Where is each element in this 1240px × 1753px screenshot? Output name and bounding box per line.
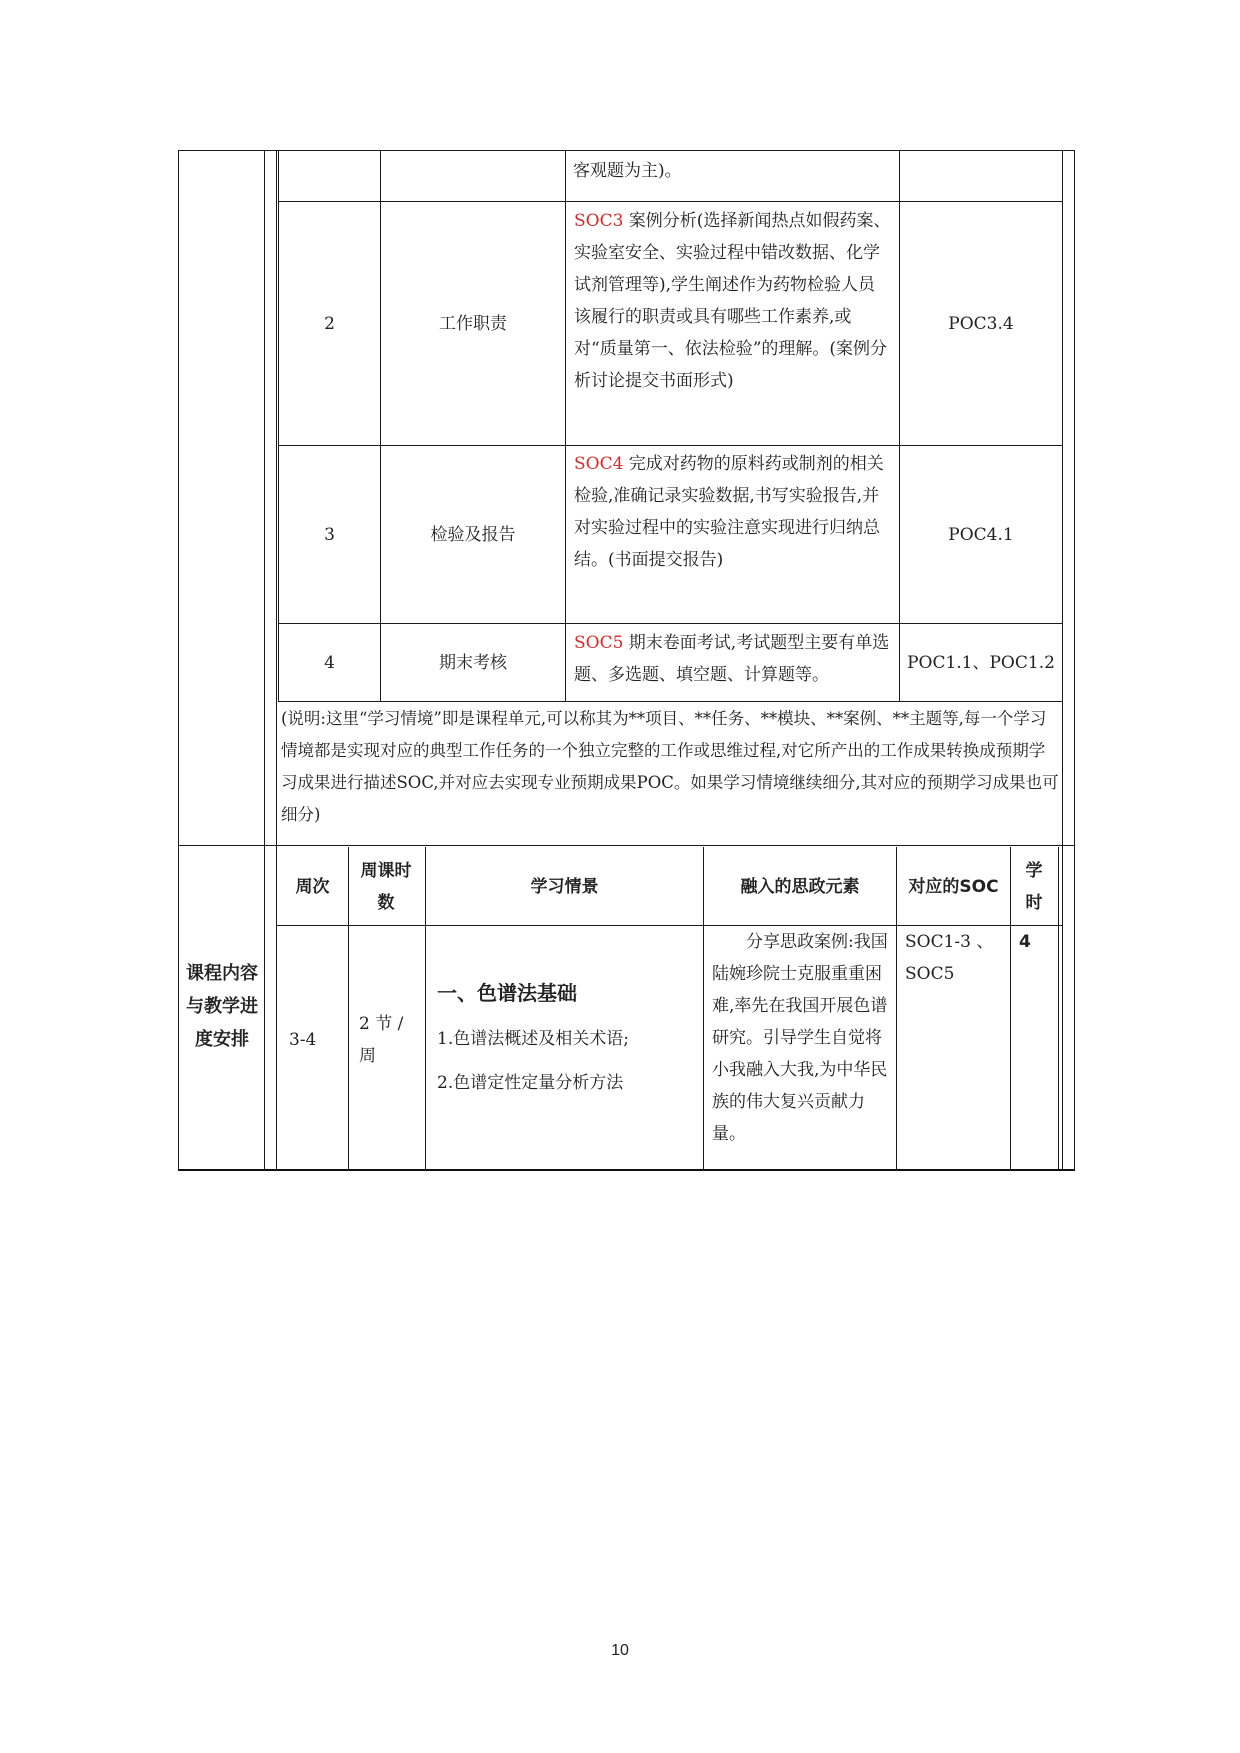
- row-soc: SOC1-3 、SOC5: [905, 932, 994, 984]
- row-hours: 2 节 / 周: [359, 1014, 404, 1066]
- row-situation-title: 一、色谱法基础: [437, 981, 577, 1005]
- assess-row-3-poc: POC1.1、POC1.2: [907, 652, 1055, 673]
- assess-row-1-desc: 案例分析(选择新闻热点如假药案、实验室安全、实验过程中错改数据、化学试剂管理等),学生阐述作为药物检验人员该履行的职责或具有哪些工作素养,或对“质量第一、依法检验”的理解。(案例分析讨论提交书面形式): [574, 211, 891, 391]
- sched-col-line-6: [1058, 847, 1059, 1170]
- assess-col-line-5: [1062, 150, 1063, 701]
- assess-row-3-desc: 期末卷面考试,考试题型主要有单选题、多选题、填空题、计算题等。: [574, 633, 890, 685]
- header-credit: 学时: [1025, 860, 1043, 913]
- soc5-tag: SOC5: [574, 633, 624, 653]
- page-number: 10: [611, 1642, 629, 1659]
- section-divider-line: [178, 845, 1075, 846]
- assess-row-1-no: 2: [324, 313, 335, 334]
- row-week: 3-4: [289, 1030, 317, 1050]
- assess-row-3-situation: 期末考核: [439, 652, 507, 673]
- row-ideology: 分享思政案例:我国陆婉珍院士克服重重困难,率先在我国开展色谱研究。引导学生自觉将小我融入大我,为中华民族的伟大复兴贡献力量。: [712, 932, 888, 1144]
- soc4-tag: SOC4: [574, 454, 624, 474]
- assess-row-3-no: 4: [324, 652, 335, 673]
- frame-top-line: [178, 150, 1075, 151]
- assess-row-2-poc: POC4.1: [948, 524, 1014, 545]
- sched-col-line-1: [348, 847, 349, 1170]
- assess-row-0-desc: 客观题为主)。: [573, 161, 682, 181]
- assess-col-line-3: [565, 150, 566, 701]
- header-situation: 学习情景: [530, 876, 599, 897]
- assess-row-1-desc-cell: [574, 205, 892, 397]
- frame-divider-line-a: [264, 150, 265, 1170]
- frame-left-line: [178, 150, 179, 1170]
- assess-row-2-situation: 检验及报告: [430, 524, 516, 545]
- header-soc: 对应的SOC: [908, 876, 999, 897]
- assess-row-2-desc: 完成对药物的原料药或制剂的相关检验,准确记录实验数据,书写实验报告,并对实验过程中的实验注意实现进行归纳总结。(书面提交报告): [574, 454, 884, 570]
- row-situation-item-1: 1.色谱法概述及相关术语;: [437, 1029, 629, 1049]
- schedule-section-label: 课程内容与教学进度安排: [186, 962, 258, 1050]
- assess-row-2-no: 3: [324, 524, 335, 545]
- frame-bottom-line: [178, 1169, 1075, 1171]
- assess-row-3-desc-cell: [574, 627, 892, 691]
- sched-col-line-5: [1010, 847, 1011, 1170]
- assess-row-2-desc-cell: [574, 448, 892, 576]
- soc3-tag: SOC3: [574, 211, 624, 231]
- assessment-note: (说明:这里“学习情境”即是课程单元,可以称其为**项目、**任务、**模块、**案例、**主题等,每一个学习情境都是实现对应的典型工作任务的一个独立完整的工作或思维过程,对它所产出的工作成果转换成预期学习成果进行描述SOC,并对应去实现专业预期成果POC。如果学习情境继续细分,其对应的预期学习成果也可细分): [281, 709, 1059, 824]
- assess-row-1-poc: POC3.4: [948, 313, 1014, 334]
- header-ideology: 融入的思政元素: [740, 876, 860, 897]
- row-credit: 4: [1019, 932, 1031, 952]
- header-week: 周次: [295, 876, 330, 897]
- frame-divider-line-b: [276, 150, 277, 1170]
- header-hours: 周课时数: [360, 860, 412, 913]
- assess-row-1-situation: 工作职责: [439, 313, 507, 334]
- row-situation-item-2: 2.色谱定性定量分析方法: [437, 1073, 624, 1093]
- frame-right-line-b: [1074, 150, 1075, 1170]
- assess-row-line-4: [278, 701, 1063, 702]
